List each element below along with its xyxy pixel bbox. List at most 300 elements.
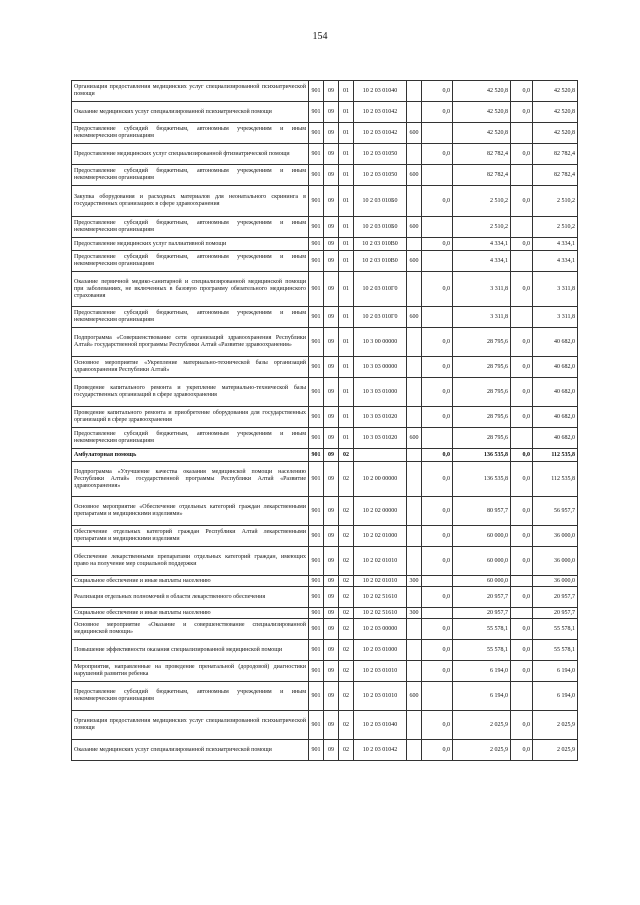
row-value-2: 2 510,2 bbox=[453, 217, 511, 238]
row-value-2: 28 795,6 bbox=[453, 378, 511, 407]
row-value-3 bbox=[511, 307, 533, 328]
row-value-3: 0,0 bbox=[511, 462, 533, 497]
row-value-1 bbox=[422, 217, 453, 238]
row-expense-type: 600 bbox=[407, 251, 422, 272]
row-name: Предоставление субсидий бюджетным, автономным учреждениям и иным некоммерческим организациям bbox=[72, 217, 309, 238]
row-value-2: 2 025,9 bbox=[453, 711, 511, 740]
table-row bbox=[72, 661, 578, 682]
table-row bbox=[72, 428, 578, 449]
row-value-1: 0,0 bbox=[422, 547, 453, 576]
row-value-1: 0,0 bbox=[422, 449, 453, 462]
row-name: Подпрограмма «Улучшение качества оказания медицинской помощи населению Республики Алтай» государственной программы Республики Алтай «Развитие здравоохранения» bbox=[72, 462, 309, 497]
row-section: 09 bbox=[324, 640, 339, 661]
row-section: 09 bbox=[324, 144, 339, 165]
table-row bbox=[72, 186, 578, 217]
row-value-1: 0,0 bbox=[422, 526, 453, 547]
row-value-4: 2 510,2 bbox=[533, 186, 578, 217]
row-value-4: 40 682,0 bbox=[533, 378, 578, 407]
budget-table-body bbox=[72, 81, 578, 761]
table-row bbox=[72, 740, 578, 761]
row-name: Предоставление субсидий бюджетным, автономным учреждениям и иным некоммерческим организациям bbox=[72, 165, 309, 186]
row-name: Проведение капитального ремонта и приобретение оборудования для государственных организаций в сфере здравоохранения bbox=[72, 407, 309, 428]
row-section: 09 bbox=[324, 123, 339, 144]
row-expense-type bbox=[407, 186, 422, 217]
row-value-3 bbox=[511, 428, 533, 449]
row-subsection: 02 bbox=[339, 640, 354, 661]
row-section: 09 bbox=[324, 102, 339, 123]
row-expense-type bbox=[407, 272, 422, 307]
row-value-1 bbox=[422, 251, 453, 272]
row-name: Организация предоставления медицинских услуг специализированной психиатрической помощи bbox=[72, 711, 309, 740]
row-value-4: 55 578,1 bbox=[533, 619, 578, 640]
table-row bbox=[72, 587, 578, 608]
row-section: 09 bbox=[324, 587, 339, 608]
row-section: 09 bbox=[324, 547, 339, 576]
row-section: 09 bbox=[324, 407, 339, 428]
row-subsection: 01 bbox=[339, 378, 354, 407]
row-target-article: 10 3 03 01020 bbox=[354, 407, 407, 428]
row-admin-code: 901 bbox=[309, 661, 324, 682]
row-value-2: 4 334,1 bbox=[453, 238, 511, 251]
row-value-1 bbox=[422, 608, 453, 619]
row-section: 09 bbox=[324, 186, 339, 217]
row-target-article: 10 2 03 01040 bbox=[354, 711, 407, 740]
row-expense-type bbox=[407, 81, 422, 102]
row-target-article: 10 2 03 010Б0 bbox=[354, 186, 407, 217]
row-target-article: 10 2 02 01010 bbox=[354, 576, 407, 587]
row-value-2: 60 000,0 bbox=[453, 547, 511, 576]
row-subsection: 02 bbox=[339, 740, 354, 761]
table-row bbox=[72, 407, 578, 428]
row-admin-code: 901 bbox=[309, 462, 324, 497]
row-name: Обеспечение отдельных категорий граждан Республики Алтай лекарственными препаратами и медицинскими изделиями bbox=[72, 526, 309, 547]
row-value-2: 82 782,4 bbox=[453, 144, 511, 165]
row-subsection: 01 bbox=[339, 144, 354, 165]
row-admin-code: 901 bbox=[309, 251, 324, 272]
row-expense-type bbox=[407, 661, 422, 682]
row-admin-code: 901 bbox=[309, 619, 324, 640]
row-target-article: 10 2 03 01042 bbox=[354, 740, 407, 761]
row-admin-code: 901 bbox=[309, 428, 324, 449]
row-value-4: 42 520,8 bbox=[533, 123, 578, 144]
row-name: Социальное обеспечение и иные выплаты населению bbox=[72, 576, 309, 587]
row-subsection: 01 bbox=[339, 428, 354, 449]
row-admin-code: 901 bbox=[309, 357, 324, 378]
row-value-1: 0,0 bbox=[422, 378, 453, 407]
row-target-article: 10 3 03 01000 bbox=[354, 378, 407, 407]
row-value-4: 3 311,8 bbox=[533, 272, 578, 307]
row-expense-type bbox=[407, 740, 422, 761]
row-target-article: 10 3 00 00000 bbox=[354, 328, 407, 357]
row-name: Предоставление субсидий бюджетным, автономным учреждениям и иным некоммерческим организациям bbox=[72, 251, 309, 272]
row-value-2: 55 578,1 bbox=[453, 640, 511, 661]
row-admin-code: 901 bbox=[309, 165, 324, 186]
row-target-article: 10 2 02 01010 bbox=[354, 547, 407, 576]
row-subsection: 02 bbox=[339, 497, 354, 526]
row-value-1: 0,0 bbox=[422, 587, 453, 608]
row-name: Оказание медицинских услуг специализированной психиатрической помощи bbox=[72, 740, 309, 761]
row-value-2: 80 957,7 bbox=[453, 497, 511, 526]
row-subsection: 01 bbox=[339, 186, 354, 217]
row-value-4: 20 957,7 bbox=[533, 608, 578, 619]
row-expense-type: 300 bbox=[407, 576, 422, 587]
row-value-2: 28 795,6 bbox=[453, 428, 511, 449]
row-name: Мероприятия, направленные на проведение пренатальной (дородовой) диагностики нарушений развития ребенка bbox=[72, 661, 309, 682]
table-row bbox=[72, 357, 578, 378]
row-value-4: 2 025,9 bbox=[533, 711, 578, 740]
table-row bbox=[72, 272, 578, 307]
row-value-3: 0,0 bbox=[511, 640, 533, 661]
row-target-article: 10 2 02 00000 bbox=[354, 497, 407, 526]
row-section: 09 bbox=[324, 428, 339, 449]
row-target-article: 10 2 02 01000 bbox=[354, 526, 407, 547]
row-name: Предоставление медицинских услуг паллиативной помощи bbox=[72, 238, 309, 251]
table-row bbox=[72, 378, 578, 407]
row-subsection: 02 bbox=[339, 711, 354, 740]
row-value-2: 3 311,8 bbox=[453, 307, 511, 328]
row-section: 09 bbox=[324, 307, 339, 328]
row-section: 09 bbox=[324, 165, 339, 186]
row-name: Оказание медицинских услуг специализированной психиатрической помощи bbox=[72, 102, 309, 123]
row-name: Организация предоставления медицинских услуг специализированной психиатрической помощи bbox=[72, 81, 309, 102]
row-value-3: 0,0 bbox=[511, 547, 533, 576]
row-value-4: 112 535,8 bbox=[533, 449, 578, 462]
row-value-2: 2 510,2 bbox=[453, 186, 511, 217]
row-admin-code: 901 bbox=[309, 608, 324, 619]
table-row bbox=[72, 328, 578, 357]
row-value-1: 0,0 bbox=[422, 661, 453, 682]
table-row bbox=[72, 102, 578, 123]
row-admin-code: 901 bbox=[309, 272, 324, 307]
table-row bbox=[72, 144, 578, 165]
row-admin-code: 901 bbox=[309, 307, 324, 328]
row-value-2: 136 535,8 bbox=[453, 462, 511, 497]
row-admin-code: 901 bbox=[309, 576, 324, 587]
row-value-4: 6 194,0 bbox=[533, 682, 578, 711]
row-value-3: 0,0 bbox=[511, 357, 533, 378]
row-admin-code: 901 bbox=[309, 682, 324, 711]
row-section: 09 bbox=[324, 711, 339, 740]
row-value-2: 3 311,8 bbox=[453, 272, 511, 307]
row-value-2: 42 520,8 bbox=[453, 102, 511, 123]
row-target-article: 10 2 03 01010 bbox=[354, 661, 407, 682]
row-target-article: 10 3 03 00000 bbox=[354, 357, 407, 378]
row-name: Закупка оборудования и расходных материалов для неонатального скрининга в государственных организациях в сфере здравоохранения bbox=[72, 186, 309, 217]
row-section: 09 bbox=[324, 526, 339, 547]
row-value-4: 4 334,1 bbox=[533, 238, 578, 251]
row-section: 09 bbox=[324, 462, 339, 497]
row-expense-type bbox=[407, 587, 422, 608]
row-value-4: 42 520,8 bbox=[533, 81, 578, 102]
row-value-1: 0,0 bbox=[422, 497, 453, 526]
row-value-1: 0,0 bbox=[422, 144, 453, 165]
row-expense-type: 600 bbox=[407, 165, 422, 186]
row-value-4: 20 957,7 bbox=[533, 587, 578, 608]
row-value-1 bbox=[422, 123, 453, 144]
row-subsection: 01 bbox=[339, 357, 354, 378]
row-value-2: 20 957,7 bbox=[453, 587, 511, 608]
table-row bbox=[72, 640, 578, 661]
row-value-1 bbox=[422, 576, 453, 587]
row-value-3 bbox=[511, 576, 533, 587]
row-value-3: 0,0 bbox=[511, 186, 533, 217]
row-target-article bbox=[354, 449, 407, 462]
row-value-1: 0,0 bbox=[422, 711, 453, 740]
row-expense-type bbox=[407, 328, 422, 357]
row-subsection: 01 bbox=[339, 102, 354, 123]
row-subsection: 01 bbox=[339, 165, 354, 186]
row-section: 09 bbox=[324, 608, 339, 619]
row-section: 09 bbox=[324, 576, 339, 587]
row-value-2: 4 334,1 bbox=[453, 251, 511, 272]
row-value-2: 6 194,0 bbox=[453, 661, 511, 682]
row-value-1: 0,0 bbox=[422, 407, 453, 428]
table-row bbox=[72, 619, 578, 640]
row-value-4: 42 520,8 bbox=[533, 102, 578, 123]
row-value-3 bbox=[511, 251, 533, 272]
row-subsection: 02 bbox=[339, 547, 354, 576]
table-row bbox=[72, 251, 578, 272]
budget-table bbox=[71, 80, 578, 761]
row-value-3: 0,0 bbox=[511, 102, 533, 123]
row-value-1: 0,0 bbox=[422, 740, 453, 761]
row-subsection: 02 bbox=[339, 526, 354, 547]
row-section: 09 bbox=[324, 619, 339, 640]
row-target-article: 10 2 03 01010 bbox=[354, 682, 407, 711]
row-value-3: 0,0 bbox=[511, 378, 533, 407]
row-value-3: 0,0 bbox=[511, 661, 533, 682]
table-row bbox=[72, 238, 578, 251]
row-value-1 bbox=[422, 682, 453, 711]
row-subsection: 01 bbox=[339, 251, 354, 272]
row-expense-type bbox=[407, 449, 422, 462]
row-subsection: 01 bbox=[339, 307, 354, 328]
row-name: Основное мероприятие «Укрепление материально-технической базы организаций здравоохранения Республики Алтай» bbox=[72, 357, 309, 378]
row-value-2: 42 520,8 bbox=[453, 81, 511, 102]
row-target-article: 10 2 03 010В0 bbox=[354, 251, 407, 272]
row-subsection: 01 bbox=[339, 238, 354, 251]
row-admin-code: 901 bbox=[309, 238, 324, 251]
row-value-4: 82 782,4 bbox=[533, 144, 578, 165]
row-value-1 bbox=[422, 307, 453, 328]
row-value-1: 0,0 bbox=[422, 462, 453, 497]
row-target-article: 10 2 03 01042 bbox=[354, 123, 407, 144]
row-admin-code: 901 bbox=[309, 123, 324, 144]
row-value-2: 55 578,1 bbox=[453, 619, 511, 640]
row-admin-code: 901 bbox=[309, 217, 324, 238]
row-value-1: 0,0 bbox=[422, 328, 453, 357]
row-value-2: 28 795,6 bbox=[453, 407, 511, 428]
row-expense-type: 600 bbox=[407, 217, 422, 238]
row-admin-code: 901 bbox=[309, 526, 324, 547]
row-value-4: 55 578,1 bbox=[533, 640, 578, 661]
row-value-3: 0,0 bbox=[511, 497, 533, 526]
row-value-4: 3 311,8 bbox=[533, 307, 578, 328]
row-value-2: 60 000,0 bbox=[453, 526, 511, 547]
row-admin-code: 901 bbox=[309, 378, 324, 407]
row-expense-type: 300 bbox=[407, 608, 422, 619]
row-expense-type bbox=[407, 238, 422, 251]
row-value-4: 82 782,4 bbox=[533, 165, 578, 186]
row-target-article: 10 2 03 010В0 bbox=[354, 238, 407, 251]
row-name: Предоставление субсидий бюджетным, автономным учреждениям и иным некоммерческим организациям bbox=[72, 307, 309, 328]
row-name: Амбулаторная помощь bbox=[72, 449, 309, 462]
table-row bbox=[72, 497, 578, 526]
row-subsection: 02 bbox=[339, 682, 354, 711]
row-name: Оказание первичной медико-санитарной и специализированной медицинской помощи при заболеваниях, не включенных в базовую программу обязательного медицинского страхования bbox=[72, 272, 309, 307]
row-section: 09 bbox=[324, 378, 339, 407]
row-expense-type bbox=[407, 357, 422, 378]
row-expense-type bbox=[407, 547, 422, 576]
row-value-2: 136 535,8 bbox=[453, 449, 511, 462]
row-section: 09 bbox=[324, 81, 339, 102]
table-row bbox=[72, 449, 578, 462]
row-target-article: 10 2 00 00000 bbox=[354, 462, 407, 497]
row-value-4: 36 000,0 bbox=[533, 576, 578, 587]
row-admin-code: 901 bbox=[309, 547, 324, 576]
row-value-3: 0,0 bbox=[511, 407, 533, 428]
row-subsection: 02 bbox=[339, 449, 354, 462]
row-value-2: 60 000,0 bbox=[453, 576, 511, 587]
row-name: Предоставление субсидий бюджетным, автономным учреждениям и иным некоммерческим организациям bbox=[72, 123, 309, 144]
row-subsection: 01 bbox=[339, 81, 354, 102]
row-section: 09 bbox=[324, 251, 339, 272]
row-value-4: 6 194,0 bbox=[533, 661, 578, 682]
row-section: 09 bbox=[324, 497, 339, 526]
row-value-1: 0,0 bbox=[422, 640, 453, 661]
table-row bbox=[72, 123, 578, 144]
row-value-4: 2 510,2 bbox=[533, 217, 578, 238]
row-target-article: 10 2 03 010Г0 bbox=[354, 307, 407, 328]
row-value-3: 0,0 bbox=[511, 449, 533, 462]
row-section: 09 bbox=[324, 272, 339, 307]
row-value-3: 0,0 bbox=[511, 740, 533, 761]
row-subsection: 02 bbox=[339, 608, 354, 619]
row-value-2: 82 782,4 bbox=[453, 165, 511, 186]
row-target-article: 10 2 03 01042 bbox=[354, 102, 407, 123]
row-name: Основное мероприятие «Оказание и совершенствование специализированной медицинской помощи» bbox=[72, 619, 309, 640]
row-admin-code: 901 bbox=[309, 587, 324, 608]
row-name: Реализация отдельных полномочий в области лекарственного обеспечения bbox=[72, 587, 309, 608]
row-expense-type bbox=[407, 640, 422, 661]
row-name: Проведение капитального ремонта и укрепление материально-технической базы государственных организаций в сфере здравоохранения bbox=[72, 378, 309, 407]
table-row bbox=[72, 711, 578, 740]
row-subsection: 02 bbox=[339, 661, 354, 682]
row-section: 09 bbox=[324, 661, 339, 682]
row-value-3: 0,0 bbox=[511, 81, 533, 102]
table-row bbox=[72, 217, 578, 238]
row-target-article: 10 2 02 51610 bbox=[354, 608, 407, 619]
row-section: 09 bbox=[324, 217, 339, 238]
row-subsection: 01 bbox=[339, 328, 354, 357]
row-subsection: 02 bbox=[339, 576, 354, 587]
row-target-article: 10 2 03 010Г0 bbox=[354, 272, 407, 307]
row-value-3: 0,0 bbox=[511, 587, 533, 608]
row-value-2: 6 194,0 bbox=[453, 682, 511, 711]
row-value-4: 56 957,7 bbox=[533, 497, 578, 526]
table-row bbox=[72, 462, 578, 497]
row-value-3: 0,0 bbox=[511, 526, 533, 547]
row-target-article: 10 2 03 01050 bbox=[354, 144, 407, 165]
row-admin-code: 901 bbox=[309, 407, 324, 428]
row-subsection: 01 bbox=[339, 217, 354, 238]
row-subsection: 01 bbox=[339, 123, 354, 144]
row-value-1: 0,0 bbox=[422, 102, 453, 123]
row-target-article: 10 3 03 01020 bbox=[354, 428, 407, 449]
row-name: Социальное обеспечение и иные выплаты населению bbox=[72, 608, 309, 619]
table-row bbox=[72, 682, 578, 711]
row-value-4: 40 682,0 bbox=[533, 357, 578, 378]
row-target-article: 10 2 03 01050 bbox=[354, 165, 407, 186]
row-name: Обеспечение лекарственными препаратами отдельных категорий граждан, имеющих право на получение мер социальной поддержки bbox=[72, 547, 309, 576]
row-subsection: 02 bbox=[339, 587, 354, 608]
row-expense-type bbox=[407, 619, 422, 640]
table-row bbox=[72, 608, 578, 619]
row-target-article: 10 2 03 010Б0 bbox=[354, 217, 407, 238]
row-value-1 bbox=[422, 428, 453, 449]
row-expense-type: 600 bbox=[407, 428, 422, 449]
row-value-4: 40 682,0 bbox=[533, 407, 578, 428]
row-expense-type bbox=[407, 407, 422, 428]
row-expense-type bbox=[407, 102, 422, 123]
table-row bbox=[72, 526, 578, 547]
row-value-3: 0,0 bbox=[511, 272, 533, 307]
table-row bbox=[72, 165, 578, 186]
row-target-article: 10 2 03 01040 bbox=[354, 81, 407, 102]
table-row bbox=[72, 81, 578, 102]
row-value-4: 36 000,0 bbox=[533, 526, 578, 547]
row-admin-code: 901 bbox=[309, 711, 324, 740]
row-admin-code: 901 bbox=[309, 144, 324, 165]
row-expense-type bbox=[407, 497, 422, 526]
row-target-article: 10 2 03 00000 bbox=[354, 619, 407, 640]
row-expense-type bbox=[407, 526, 422, 547]
row-name: Основное мероприятие «Обеспечение отдельных категорий граждан лекарственными препаратами и медицинскими изделиями» bbox=[72, 497, 309, 526]
row-admin-code: 901 bbox=[309, 740, 324, 761]
row-value-2: 28 795,6 bbox=[453, 357, 511, 378]
table-row bbox=[72, 547, 578, 576]
row-subsection: 01 bbox=[339, 407, 354, 428]
table-row bbox=[72, 576, 578, 587]
row-value-2: 28 795,6 bbox=[453, 328, 511, 357]
row-value-4: 4 334,1 bbox=[533, 251, 578, 272]
row-value-1: 0,0 bbox=[422, 619, 453, 640]
row-admin-code: 901 bbox=[309, 81, 324, 102]
row-value-3: 0,0 bbox=[511, 619, 533, 640]
row-value-3: 0,0 bbox=[511, 238, 533, 251]
row-target-article: 10 2 03 01000 bbox=[354, 640, 407, 661]
row-value-3 bbox=[511, 217, 533, 238]
row-admin-code: 901 bbox=[309, 186, 324, 217]
row-subsection: 02 bbox=[339, 619, 354, 640]
row-value-3 bbox=[511, 682, 533, 711]
row-target-article: 10 2 02 51610 bbox=[354, 587, 407, 608]
row-expense-type: 600 bbox=[407, 682, 422, 711]
row-section: 09 bbox=[324, 238, 339, 251]
row-admin-code: 901 bbox=[309, 328, 324, 357]
row-value-3 bbox=[511, 165, 533, 186]
row-admin-code: 901 bbox=[309, 640, 324, 661]
row-expense-type bbox=[407, 462, 422, 497]
row-expense-type: 600 bbox=[407, 307, 422, 328]
row-value-4: 112 535,8 bbox=[533, 462, 578, 497]
row-value-2: 42 520,8 bbox=[453, 123, 511, 144]
row-expense-type: 600 bbox=[407, 123, 422, 144]
row-value-3: 0,0 bbox=[511, 711, 533, 740]
row-expense-type bbox=[407, 378, 422, 407]
row-name: Предоставление субсидий бюджетным, автономным учреждениям и иным некоммерческим организациям bbox=[72, 682, 309, 711]
row-value-3: 0,0 bbox=[511, 144, 533, 165]
